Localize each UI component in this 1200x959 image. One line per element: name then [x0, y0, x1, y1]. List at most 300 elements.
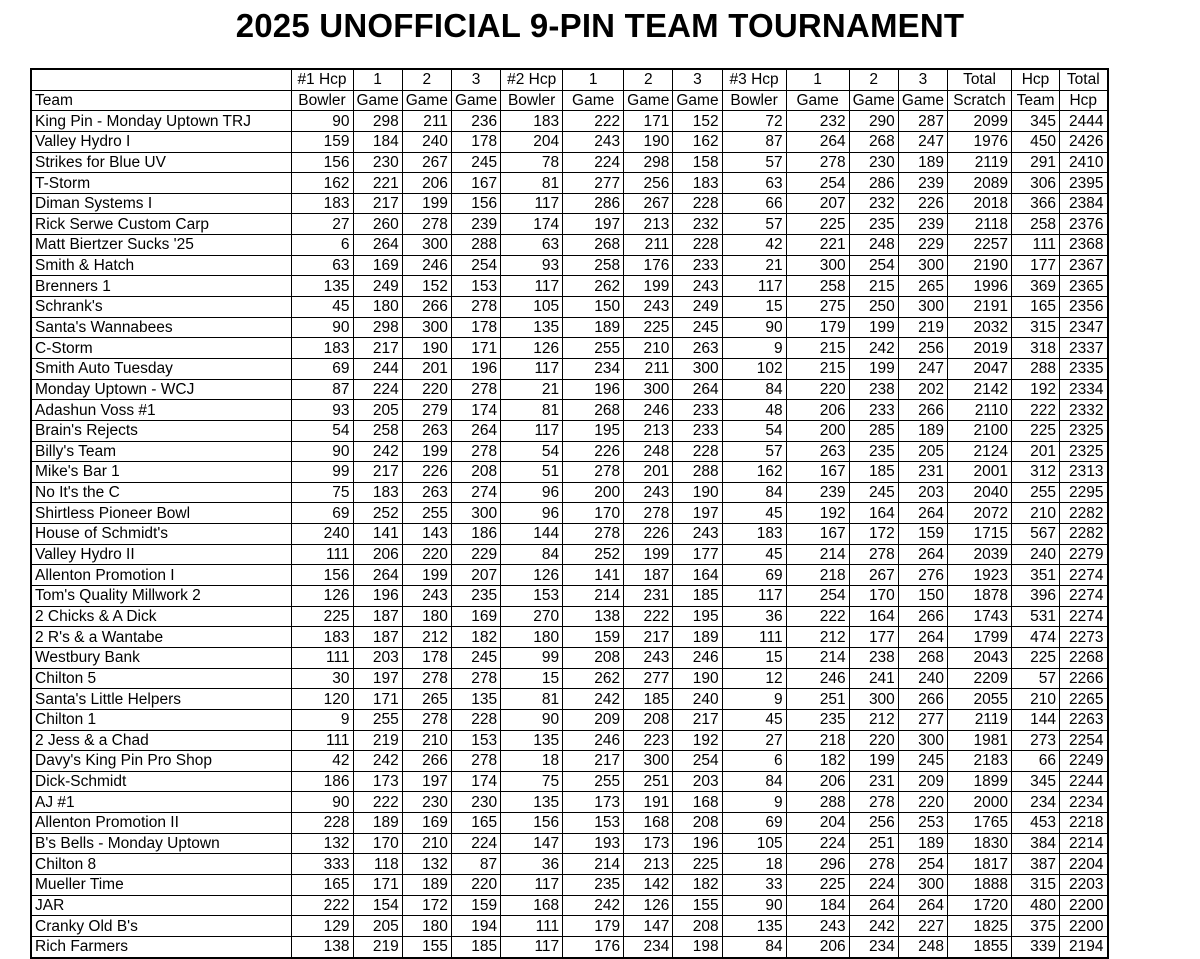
- score-cell: 231: [624, 586, 673, 607]
- score-cell: 217: [673, 709, 722, 730]
- score-cell: 168: [624, 813, 673, 834]
- score-cell: 278: [451, 379, 500, 400]
- score-cell: 278: [451, 441, 500, 462]
- score-cell: 156: [291, 152, 353, 173]
- score-cell: 224: [353, 379, 402, 400]
- team-name-cell: Allenton Promotion I: [31, 565, 291, 586]
- score-cell: 2444: [1060, 111, 1108, 132]
- score-cell: 245: [451, 647, 500, 668]
- header-cell: Game: [451, 90, 500, 111]
- score-cell: 69: [722, 813, 786, 834]
- score-cell: 262: [563, 276, 624, 297]
- score-cell: 218: [786, 565, 849, 586]
- score-cell: 18: [501, 751, 563, 772]
- score-cell: 2214: [1060, 833, 1108, 854]
- score-cell: 201: [624, 462, 673, 483]
- score-cell: 268: [563, 400, 624, 421]
- team-name-cell: Strikes for Blue UV: [31, 152, 291, 173]
- score-cell: 226: [898, 193, 947, 214]
- score-cell: 178: [451, 317, 500, 338]
- score-cell: 375: [1012, 916, 1060, 937]
- team-name-cell: Mike's Bar 1: [31, 462, 291, 483]
- score-cell: 255: [402, 503, 451, 524]
- score-cell: 278: [849, 854, 898, 875]
- score-cell: 255: [563, 771, 624, 792]
- score-cell: 278: [402, 214, 451, 235]
- table-row: [31, 214, 1108, 235]
- score-cell: 232: [673, 214, 722, 235]
- team-name-cell: Monday Uptown - WCJ: [31, 379, 291, 400]
- table-row: [31, 854, 1108, 875]
- score-cell: 197: [563, 214, 624, 235]
- score-cell: 256: [849, 813, 898, 834]
- header-cell: Team: [1012, 90, 1060, 111]
- score-cell: 164: [849, 606, 898, 627]
- score-cell: 183: [722, 524, 786, 545]
- team-name-cell: Brain's Rejects: [31, 420, 291, 441]
- score-cell: 75: [291, 482, 353, 503]
- score-cell: 183: [501, 111, 563, 132]
- team-name-cell: Brenners 1: [31, 276, 291, 297]
- score-cell: 2194: [1060, 936, 1108, 957]
- score-cell: 203: [673, 771, 722, 792]
- score-cell: 84: [722, 482, 786, 503]
- score-cell: 251: [849, 833, 898, 854]
- score-cell: 84: [501, 544, 563, 565]
- score-cell: 2384: [1060, 193, 1108, 214]
- score-cell: 172: [849, 524, 898, 545]
- score-cell: 199: [849, 317, 898, 338]
- score-cell: 200: [786, 420, 849, 441]
- score-cell: 126: [501, 338, 563, 359]
- score-cell: 2325: [1060, 420, 1108, 441]
- score-cell: 162: [722, 462, 786, 483]
- score-cell: 243: [402, 586, 451, 607]
- score-cell: 243: [563, 131, 624, 152]
- score-cell: 167: [786, 524, 849, 545]
- score-cell: 230: [353, 152, 402, 173]
- team-name-cell: Santa's Little Helpers: [31, 689, 291, 710]
- header-cell: Game: [849, 90, 898, 111]
- score-cell: 2100: [948, 420, 1012, 441]
- score-cell: 300: [451, 503, 500, 524]
- score-cell: 2332: [1060, 400, 1108, 421]
- team-name-cell: Allenton Promotion II: [31, 813, 291, 834]
- score-cell: 246: [673, 647, 722, 668]
- score-cell: 45: [722, 709, 786, 730]
- score-cell: 264: [786, 131, 849, 152]
- score-cell: 169: [402, 813, 451, 834]
- score-cell: 75: [501, 771, 563, 792]
- score-cell: 66: [722, 193, 786, 214]
- score-cell: 183: [291, 338, 353, 359]
- score-cell: 242: [849, 916, 898, 937]
- score-cell: 187: [353, 606, 402, 627]
- header-cell: Game: [353, 90, 402, 111]
- score-cell: 190: [673, 482, 722, 503]
- header-cell: Hcp: [1060, 90, 1108, 111]
- score-cell: 225: [291, 606, 353, 627]
- score-cell: 287: [898, 111, 947, 132]
- score-cell: 2191: [948, 297, 1012, 318]
- score-cell: 45: [722, 503, 786, 524]
- score-cell: 267: [624, 193, 673, 214]
- score-cell: 315: [1012, 317, 1060, 338]
- score-cell: 366: [1012, 193, 1060, 214]
- score-cell: 150: [898, 586, 947, 607]
- score-cell: 196: [451, 358, 500, 379]
- score-cell: 217: [353, 462, 402, 483]
- header-cell: 1: [786, 69, 849, 90]
- score-cell: 2279: [1060, 544, 1108, 565]
- score-cell: 200: [563, 482, 624, 503]
- score-cell: 226: [563, 441, 624, 462]
- score-cell: 1899: [948, 771, 1012, 792]
- score-cell: 241: [849, 668, 898, 689]
- score-cell: 232: [849, 193, 898, 214]
- score-cell: 2395: [1060, 173, 1108, 194]
- score-cell: 217: [353, 193, 402, 214]
- score-cell: 396: [1012, 586, 1060, 607]
- score-cell: 90: [722, 895, 786, 916]
- score-cell: 214: [786, 647, 849, 668]
- score-cell: 57: [722, 214, 786, 235]
- score-cell: 81: [501, 173, 563, 194]
- score-cell: 2274: [1060, 565, 1108, 586]
- score-cell: 63: [722, 173, 786, 194]
- score-cell: 192: [1012, 379, 1060, 400]
- score-cell: 159: [291, 131, 353, 152]
- score-cell: 239: [451, 214, 500, 235]
- header-cell: #3 Hcp: [722, 69, 786, 90]
- score-cell: 229: [898, 235, 947, 256]
- score-cell: 240: [673, 689, 722, 710]
- score-cell: 2183: [948, 751, 1012, 772]
- score-cell: 229: [451, 544, 500, 565]
- score-cell: 239: [786, 482, 849, 503]
- score-cell: 169: [451, 606, 500, 627]
- score-cell: 21: [722, 255, 786, 276]
- score-cell: 264: [451, 420, 500, 441]
- score-cell: 345: [1012, 111, 1060, 132]
- header-cell: [31, 69, 291, 90]
- score-cell: 27: [722, 730, 786, 751]
- header-cell: Bowler: [291, 90, 353, 111]
- score-cell: 387: [1012, 854, 1060, 875]
- score-cell: 1715: [948, 524, 1012, 545]
- page-title: 2025 UNOFFICIAL 9-PIN TEAM TOURNAMENT: [235, 7, 965, 44]
- score-cell: 90: [291, 111, 353, 132]
- score-cell: 235: [786, 709, 849, 730]
- score-cell: 176: [563, 936, 624, 957]
- score-cell: 198: [673, 936, 722, 957]
- score-cell: 1923: [948, 565, 1012, 586]
- score-cell: 288: [673, 462, 722, 483]
- table-row: [31, 647, 1108, 668]
- score-cell: 2273: [1060, 627, 1108, 648]
- score-cell: 204: [786, 813, 849, 834]
- score-cell: 206: [402, 173, 451, 194]
- score-cell: 143: [402, 524, 451, 545]
- score-cell: 153: [501, 586, 563, 607]
- score-cell: 254: [849, 255, 898, 276]
- header-cell: Game: [563, 90, 624, 111]
- score-cell: 255: [563, 338, 624, 359]
- score-cell: 117: [722, 586, 786, 607]
- score-cell: 258: [353, 420, 402, 441]
- score-cell: 158: [673, 152, 722, 173]
- score-cell: 111: [291, 647, 353, 668]
- score-cell: 63: [501, 235, 563, 256]
- score-cell: 254: [898, 854, 947, 875]
- score-cell: 246: [563, 730, 624, 751]
- score-cell: 182: [786, 751, 849, 772]
- table-row: [31, 730, 1108, 751]
- score-cell: 262: [563, 668, 624, 689]
- team-name-cell: Mueller Time: [31, 874, 291, 895]
- team-name-cell: 2 Jess & a Chad: [31, 730, 291, 751]
- score-cell: 266: [898, 689, 947, 710]
- score-cell: 238: [849, 379, 898, 400]
- header-cell: 3: [451, 69, 500, 90]
- score-cell: 242: [353, 441, 402, 462]
- score-cell: 147: [501, 833, 563, 854]
- score-cell: 69: [291, 358, 353, 379]
- score-cell: 215: [786, 358, 849, 379]
- header-cell: 1: [353, 69, 402, 90]
- score-cell: 1799: [948, 627, 1012, 648]
- score-cell: 256: [624, 173, 673, 194]
- header-cell: Team: [31, 90, 291, 111]
- score-cell: 189: [673, 627, 722, 648]
- team-name-cell: Chilton 8: [31, 854, 291, 875]
- score-cell: 243: [624, 647, 673, 668]
- score-cell: 177: [1012, 255, 1060, 276]
- score-cell: 185: [451, 936, 500, 957]
- score-cell: 2118: [948, 214, 1012, 235]
- score-cell: 177: [673, 544, 722, 565]
- score-cell: 197: [353, 668, 402, 689]
- score-cell: 277: [624, 668, 673, 689]
- score-cell: 138: [291, 936, 353, 957]
- score-cell: 270: [501, 606, 563, 627]
- team-name-cell: Rick Serwe Custom Carp: [31, 214, 291, 235]
- score-cell: 208: [624, 709, 673, 730]
- score-cell: 2325: [1060, 441, 1108, 462]
- score-cell: 258: [563, 255, 624, 276]
- score-cell: 268: [849, 131, 898, 152]
- header-cell: 2: [624, 69, 673, 90]
- score-cell: 180: [501, 627, 563, 648]
- score-cell: 105: [501, 297, 563, 318]
- score-cell: 178: [402, 647, 451, 668]
- table-row: [31, 936, 1108, 957]
- score-cell: 453: [1012, 813, 1060, 834]
- score-cell: 300: [402, 235, 451, 256]
- header-cell: Game: [786, 90, 849, 111]
- score-cell: 93: [291, 400, 353, 421]
- score-cell: 267: [849, 565, 898, 586]
- score-cell: 199: [402, 193, 451, 214]
- score-cell: 1878: [948, 586, 1012, 607]
- score-cell: 339: [1012, 936, 1060, 957]
- score-cell: 228: [673, 441, 722, 462]
- score-cell: 2124: [948, 441, 1012, 462]
- score-cell: 66: [1012, 751, 1060, 772]
- table-row: [31, 111, 1108, 132]
- score-cell: 274: [451, 482, 500, 503]
- score-cell: 132: [402, 854, 451, 875]
- table-row: [31, 131, 1108, 152]
- score-cell: 2204: [1060, 854, 1108, 875]
- score-cell: 285: [849, 420, 898, 441]
- score-cell: 248: [849, 235, 898, 256]
- table-row: [31, 503, 1108, 524]
- score-cell: 211: [402, 111, 451, 132]
- score-cell: 276: [898, 565, 947, 586]
- score-cell: 224: [849, 874, 898, 895]
- table-row: [31, 606, 1108, 627]
- table-row: [31, 833, 1108, 854]
- score-cell: 153: [451, 730, 500, 751]
- score-cell: 187: [353, 627, 402, 648]
- score-cell: 111: [722, 627, 786, 648]
- score-cell: 219: [353, 730, 402, 751]
- score-cell: 197: [402, 771, 451, 792]
- score-cell: 220: [786, 379, 849, 400]
- score-cell: 242: [353, 751, 402, 772]
- header-cell: 3: [898, 69, 947, 90]
- score-cell: 190: [402, 338, 451, 359]
- score-cell: 207: [451, 565, 500, 586]
- score-cell: 2200: [1060, 916, 1108, 937]
- table-row: [31, 379, 1108, 400]
- score-cell: 185: [673, 586, 722, 607]
- score-cell: 51: [501, 462, 563, 483]
- score-cell: 1817: [948, 854, 1012, 875]
- score-cell: 220: [451, 874, 500, 895]
- score-cell: 190: [624, 131, 673, 152]
- score-cell: 296: [786, 854, 849, 875]
- score-cell: 183: [291, 627, 353, 648]
- score-cell: 189: [353, 813, 402, 834]
- score-cell: 135: [501, 317, 563, 338]
- score-cell: 202: [898, 379, 947, 400]
- score-cell: 2040: [948, 482, 1012, 503]
- score-cell: 248: [624, 441, 673, 462]
- score-cell: 2274: [1060, 606, 1108, 627]
- score-cell: 30: [291, 668, 353, 689]
- score-cell: 279: [402, 400, 451, 421]
- score-cell: 234: [624, 936, 673, 957]
- score-cell: 1981: [948, 730, 1012, 751]
- score-cell: 213: [624, 854, 673, 875]
- score-cell: 2347: [1060, 317, 1108, 338]
- score-cell: 2032: [948, 317, 1012, 338]
- score-cell: 205: [898, 441, 947, 462]
- score-cell: 225: [1012, 647, 1060, 668]
- score-cell: 243: [624, 482, 673, 503]
- score-cell: 12: [722, 668, 786, 689]
- header-cell: Game: [673, 90, 722, 111]
- score-cell: 278: [451, 751, 500, 772]
- team-name-cell: Valley Hydro I: [31, 131, 291, 152]
- score-cell: 231: [849, 771, 898, 792]
- score-cell: 135: [451, 689, 500, 710]
- score-cell: 222: [291, 895, 353, 916]
- table-row: [31, 586, 1108, 607]
- score-cell: 2263: [1060, 709, 1108, 730]
- score-cell: 111: [501, 916, 563, 937]
- table-row: [31, 441, 1108, 462]
- score-cell: 264: [353, 235, 402, 256]
- score-cell: 141: [353, 524, 402, 545]
- score-cell: 111: [291, 730, 353, 751]
- score-cell: 258: [786, 276, 849, 297]
- score-cell: 277: [563, 173, 624, 194]
- score-cell: 48: [722, 400, 786, 421]
- score-cell: 2072: [948, 503, 1012, 524]
- score-cell: 199: [849, 751, 898, 772]
- score-cell: 126: [624, 895, 673, 916]
- score-cell: 242: [849, 338, 898, 359]
- team-name-cell: Smith Auto Tuesday: [31, 358, 291, 379]
- score-cell: 105: [722, 833, 786, 854]
- score-cell: 225: [786, 214, 849, 235]
- score-cell: 2274: [1060, 586, 1108, 607]
- score-cell: 245: [673, 317, 722, 338]
- score-cell: 2313: [1060, 462, 1108, 483]
- score-cell: 164: [849, 503, 898, 524]
- score-cell: 215: [849, 276, 898, 297]
- score-cell: 300: [624, 379, 673, 400]
- score-cell: 278: [451, 668, 500, 689]
- score-cell: 69: [291, 503, 353, 524]
- score-cell: 1743: [948, 606, 1012, 627]
- score-cell: 102: [722, 358, 786, 379]
- score-cell: 2356: [1060, 297, 1108, 318]
- score-cell: 193: [563, 833, 624, 854]
- score-cell: 211: [624, 235, 673, 256]
- score-cell: 117: [722, 276, 786, 297]
- score-cell: 84: [722, 936, 786, 957]
- score-cell: 2376: [1060, 214, 1108, 235]
- score-cell: 84: [722, 771, 786, 792]
- score-cell: 174: [501, 214, 563, 235]
- score-cell: 201: [1012, 441, 1060, 462]
- score-cell: 54: [722, 420, 786, 441]
- score-cell: 245: [451, 152, 500, 173]
- score-cell: 224: [563, 152, 624, 173]
- score-cell: 266: [402, 297, 451, 318]
- header-row: [31, 69, 1108, 90]
- score-cell: 204: [501, 131, 563, 152]
- score-cell: 2018: [948, 193, 1012, 214]
- score-cell: 278: [402, 668, 451, 689]
- score-cell: 9: [722, 689, 786, 710]
- score-cell: 186: [451, 524, 500, 545]
- score-cell: 239: [898, 214, 947, 235]
- score-cell: 226: [624, 524, 673, 545]
- score-cell: 220: [402, 544, 451, 565]
- score-cell: 199: [624, 276, 673, 297]
- score-cell: 244: [353, 358, 402, 379]
- score-cell: 266: [402, 751, 451, 772]
- score-cell: 210: [1012, 503, 1060, 524]
- score-cell: 36: [722, 606, 786, 627]
- score-cell: 243: [624, 297, 673, 318]
- score-cell: 179: [563, 916, 624, 937]
